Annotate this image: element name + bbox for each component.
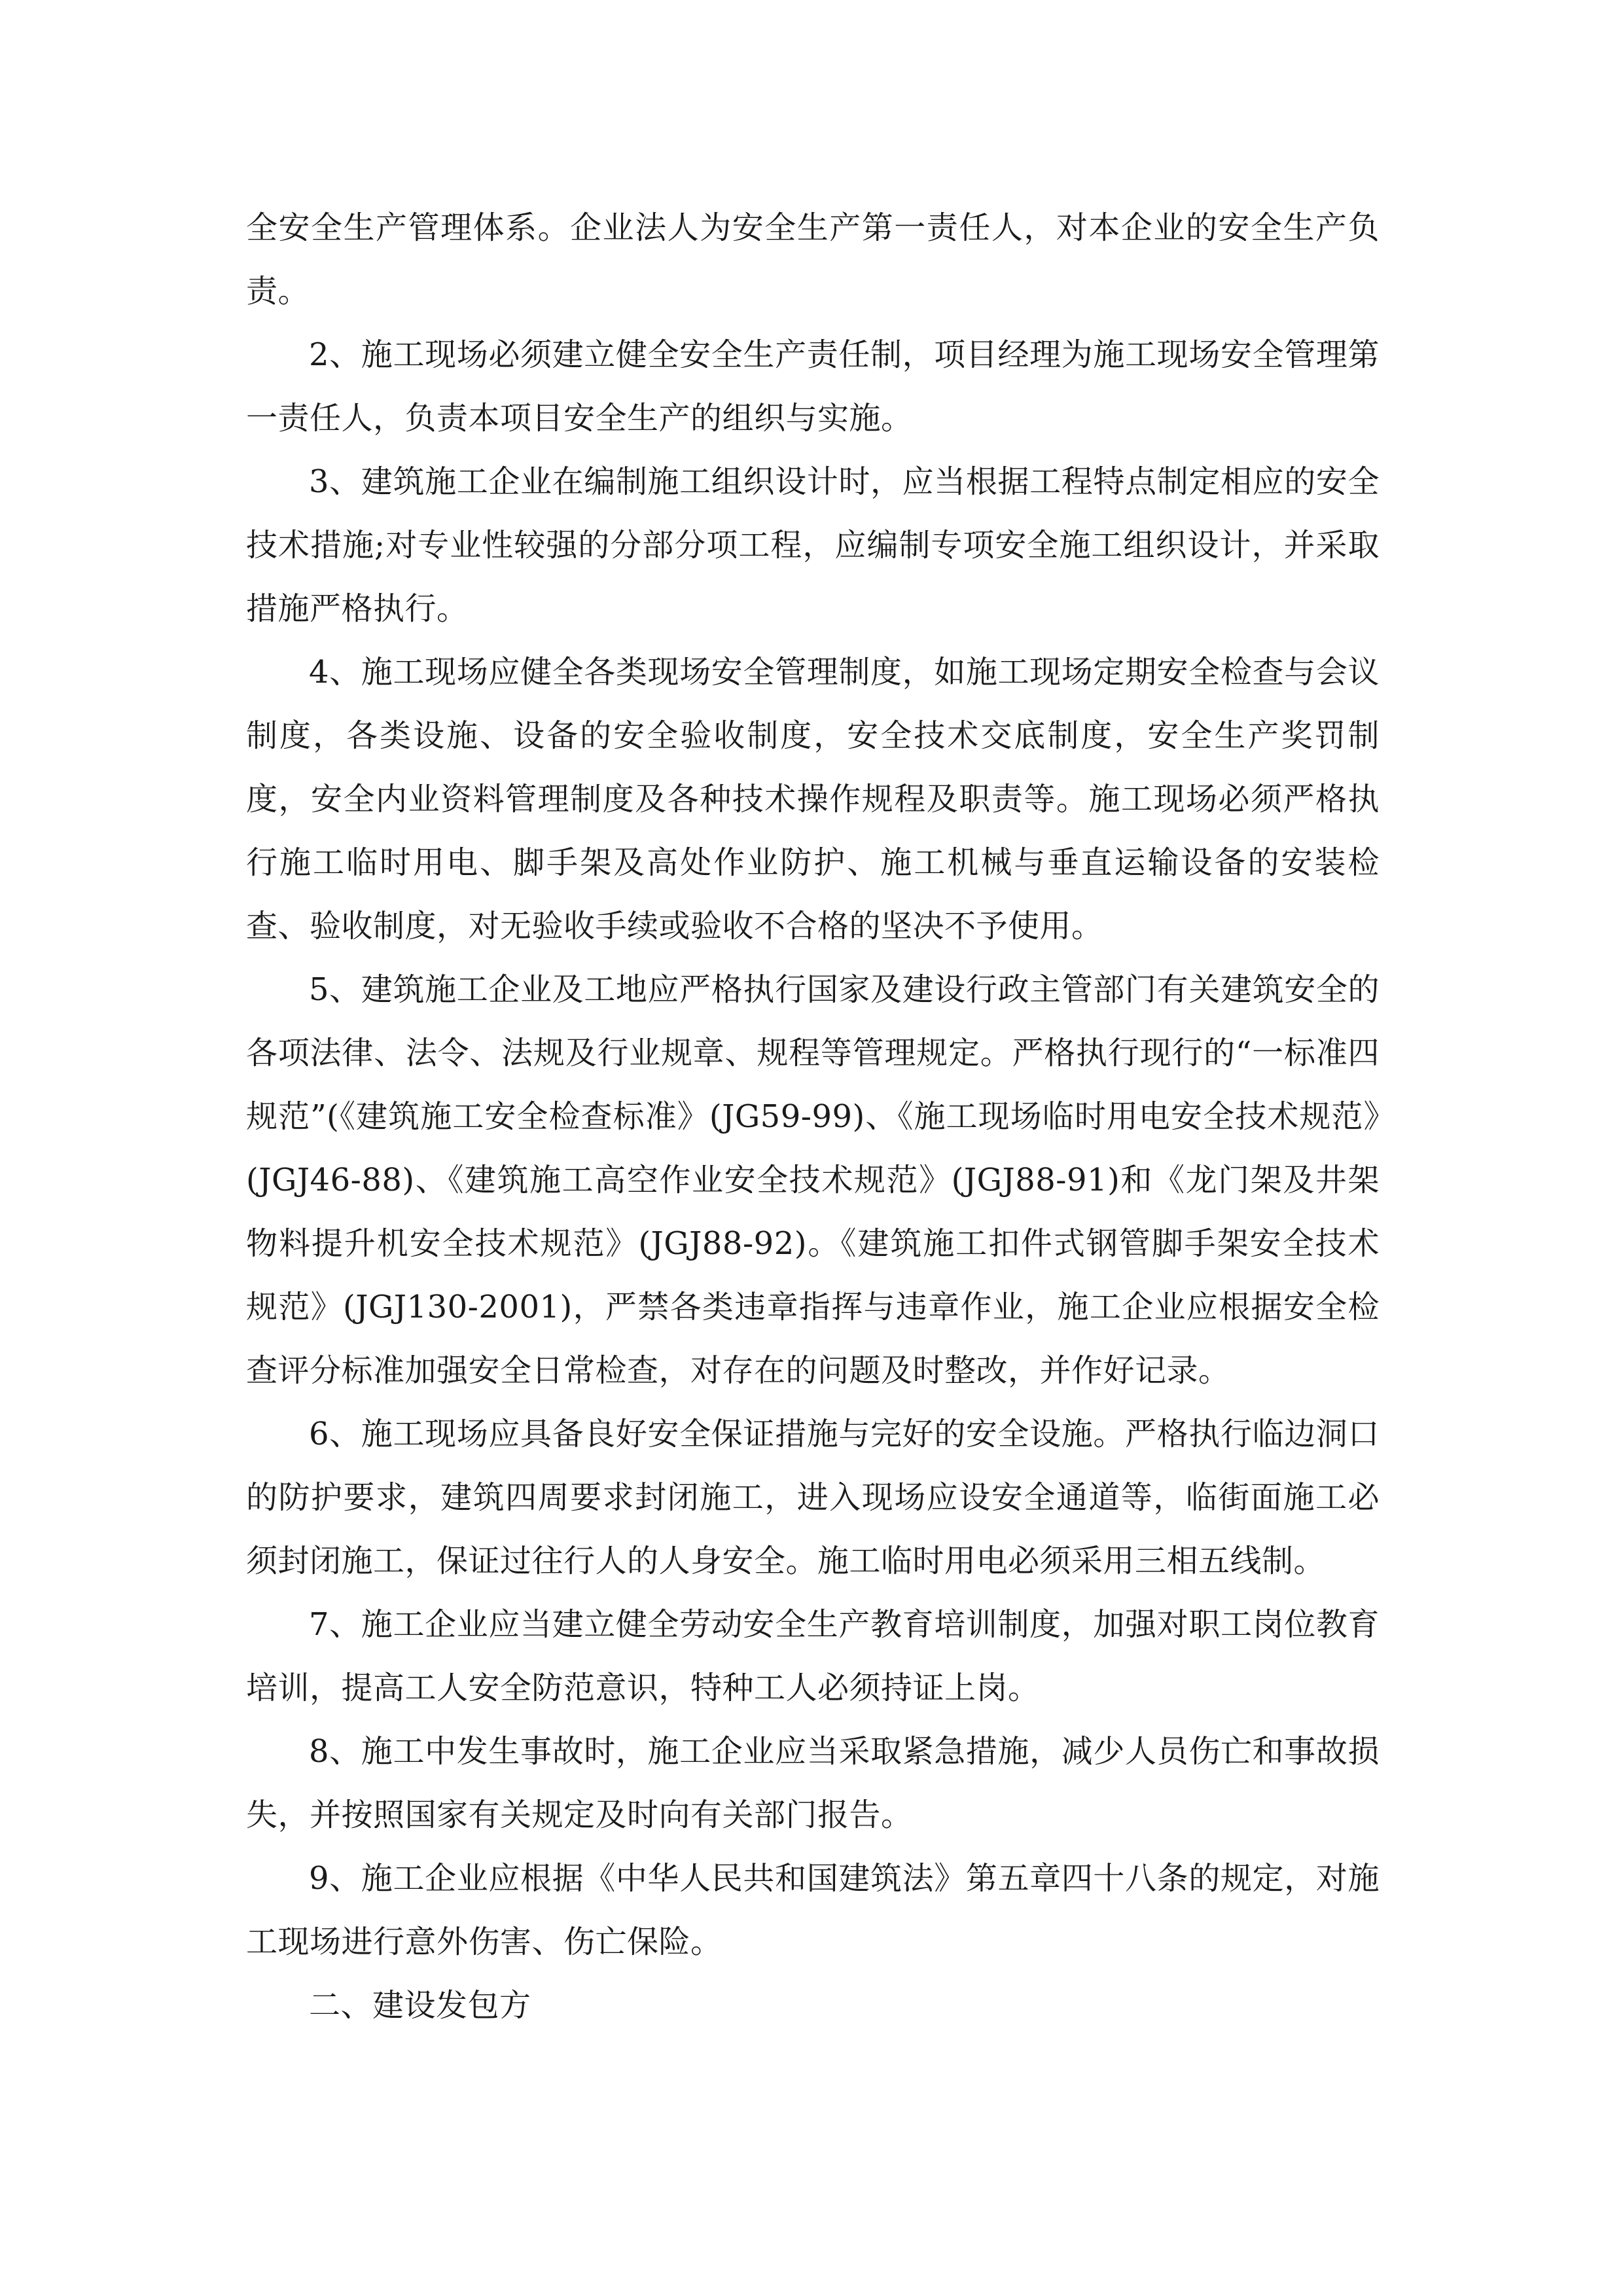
paragraph-item-7: 7、施工企业应当建立健全劳动安全生产教育培训制度，加强对职工岗位教育培训，提高工人安全防范意识，特种工人必须持证上岗。 [246,1606,1380,1706]
paragraph-item-4: 4、施工现场应健全各类现场安全管理制度，如施工现场定期安全检查与会议制度，各类设施、设备的安全验收制度，安全技术交底制度，安全生产奖罚制度，安全内业资料管理制度及各种技术操作规程及职责等。施工现场必须严格执行施工临时用电、脚手架及高处作业防护、施工机械与垂直运输设备的安装检查、验收制度，对无验收手续或验收不合格的坚决不予使用。 [246,654,1380,944]
paragraph-item-8: 8、施工中发生事故时，施工企业应当采取紧急措施，减少人员伤亡和事故损失，并按照国家有关规定及时向有关部门报告。 [246,1733,1380,1833]
paragraph-item-6: 6、施工现场应具备良好安全保证措施与完好的安全设施。严格执行临边洞口的防护要求，建筑四周要求封闭施工，进入现场应设安全通道等，临街面施工必须封闭施工，保证过往行人的人身安全。施工临时用电必须采用三相五线制。 [246,1416,1380,1579]
paragraph-item-5: 5、建筑施工企业及工地应严格执行国家及建设行政主管部门有关建筑安全的各项法律、法令、法规及行业规章、规程等管理规定。严格执行现行的“一标准四规范”(《建筑施工安全检查标准》(JG59-99)、《施工现场临时用电安全技术规范》(JGJ46-88)、《建筑施工高空作业安全技术规范》(JGJ88-91)和《龙门架及井架物料提升机安全技术规范》(JGJ88-92)。《建筑施工扣件式钢管脚手架安全技术规范》(JGJ130-2001)，严禁各类违章指挥与违章作业，施工企业应根据安全检查评分标准加强安全日常检查，对存在的问题及时整改，并作好记录。 [246,971,1380,1389]
paragraph-item-3: 3、建筑施工企业在编制施工组织设计时，应当根据工程特点制定相应的安全技术措施;对专业性较强的分部分项工程，应编制专项安全施工组织设计，并采取措施严格执行。 [246,463,1380,627]
paragraph-item-9: 9、施工企业应根据《中华人民共和国建筑法》第五章四十八条的规定，对施工现场进行意外伤害、伤亡保险。 [246,1860,1380,1960]
paragraph-item-2: 2、施工现场必须建立健全安全生产责任制，项目经理为施工现场安全管理第一责任人，负责本项目安全生产的组织与实施。 [246,336,1380,437]
document-body [246,196,1380,2037]
section-heading: 二、建设发包方 [309,1987,531,2024]
paragraph-continuation: 全安全生产管理体系。企业法人为安全生产第一责任人，对本企业的安全生产负责。 [246,209,1380,310]
